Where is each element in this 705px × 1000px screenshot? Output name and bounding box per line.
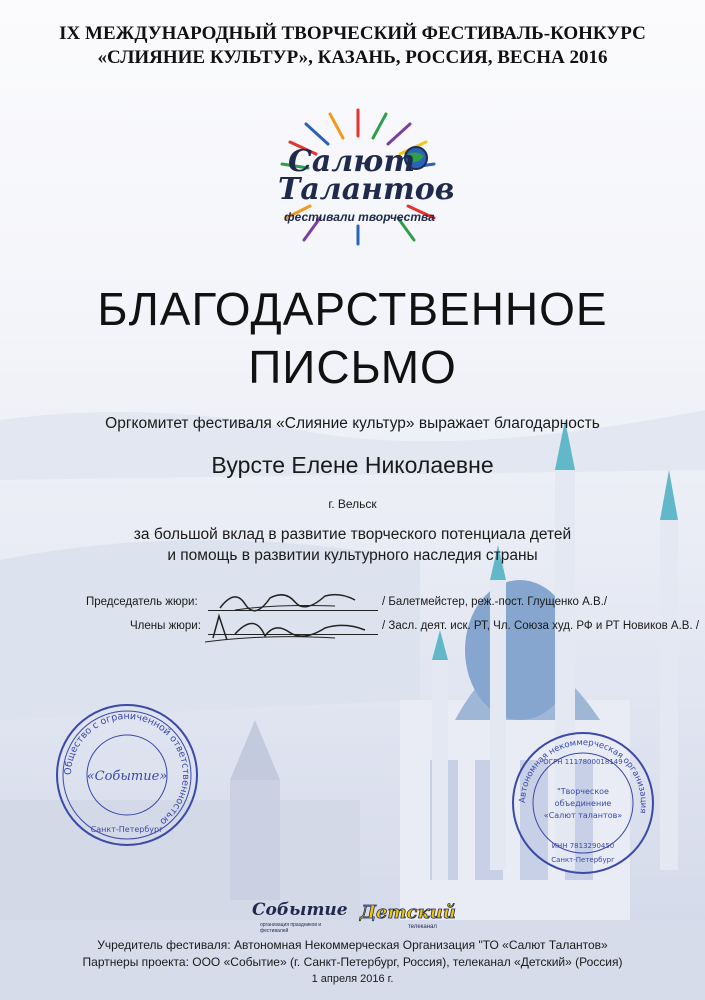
stamp-sobytie	[52, 700, 202, 850]
members-name: / Засл. деят. иск. РТ, Чл. Союза худ. РФ и РТ Новиков А.В. /	[382, 620, 700, 632]
stamp-salyut-center2: объединение	[554, 799, 612, 808]
reason-line2: и помощь в развитии культурного наследия страны	[167, 547, 538, 564]
stamp-salyut-city: Санкт-Петербург	[551, 856, 615, 864]
stamp-salyut-seal	[508, 728, 658, 878]
sobytie-logo	[252, 900, 347, 936]
members-signature-icon	[205, 608, 375, 648]
stamp-salyut-center3: «Салют талантов»	[543, 811, 623, 820]
logo-tagline: фестивали творчества	[284, 210, 435, 224]
stamp-salyut-inn: ИНН 7813290450	[551, 842, 615, 850]
signature-block	[0, 592, 705, 642]
logo-word-salyut: Салют	[288, 144, 416, 179]
logo-word-talantov: Талантов	[278, 172, 455, 207]
document-title	[0, 280, 705, 396]
sobytie-logo-text: Событие	[252, 900, 348, 920]
stamp-salyut-ring-text: Автономная некоммерческая организация	[517, 737, 649, 815]
stamp-salyut-talantov	[508, 728, 658, 878]
sobytie-logo-subtext: организация праздников и фестивалей	[260, 922, 322, 934]
recipient-name: Вурсте Елене Николаевне	[211, 452, 494, 478]
stamp-salyut-ogrn: ОГРН 1117800018149	[543, 758, 623, 766]
gratitude-reason	[0, 524, 705, 566]
festival-heading-line1: IX МЕЖДУНАРОДНЫЙ ТВОРЧЕСКИЙ ФЕСТИВАЛЬ-КОНКУРС	[59, 23, 646, 44]
detskiy-logo-subtext: телеканал	[408, 924, 437, 930]
detskiy-logo	[360, 902, 460, 936]
footer-date: 1 апреля 2016 г.	[311, 973, 394, 985]
chair-label: Председатель жюри:	[86, 596, 198, 608]
stamp-sobytie-ring-text: Общество с ограниченной ответственностью	[62, 710, 192, 827]
stamp-sobytie-city: Санкт-Петербург	[90, 825, 164, 834]
stamp-sobytie-center-text: «Событие»	[86, 769, 168, 784]
document-title-line2: ПИСЬМО	[248, 341, 457, 393]
reason-line1: за большой вклад в развитие творческого потенциала детей	[133, 526, 572, 543]
document-title-line1: БЛАГОДАРСТВЕННОЕ	[97, 283, 608, 335]
intro-text: Оргкомитет фестиваля «Слияние культур» выражает благодарность	[105, 415, 600, 432]
festival-heading-line2: «СЛИЯНИЕ КУЛЬТУР», КАЗАНЬ, РОССИЯ, ВЕСНА 2016	[97, 47, 608, 68]
stamp-sobytie-seal	[52, 700, 202, 850]
salyut-talantov-logo	[258, 106, 458, 246]
footer-partners: Партнеры проекта: ООО «Событие» (г. Санкт-Петербург, Россия), телеканал «Детский» (Россия)	[82, 955, 623, 969]
recipient-city: г. Вельск	[328, 497, 377, 511]
stamp-salyut-center1: "Творческое	[557, 787, 609, 796]
detskiy-logo-text: Детский	[360, 902, 456, 923]
footer-founder: Учредитель фестиваля: Автономная Некоммерческая Организация "ТО «Салют Талантов»	[97, 938, 608, 952]
festival-heading	[0, 22, 705, 70]
members-label: Члены жюри:	[130, 620, 201, 632]
chair-name: / Балетмейстер, реж.-пост. Глущенко А.В./	[382, 596, 608, 608]
